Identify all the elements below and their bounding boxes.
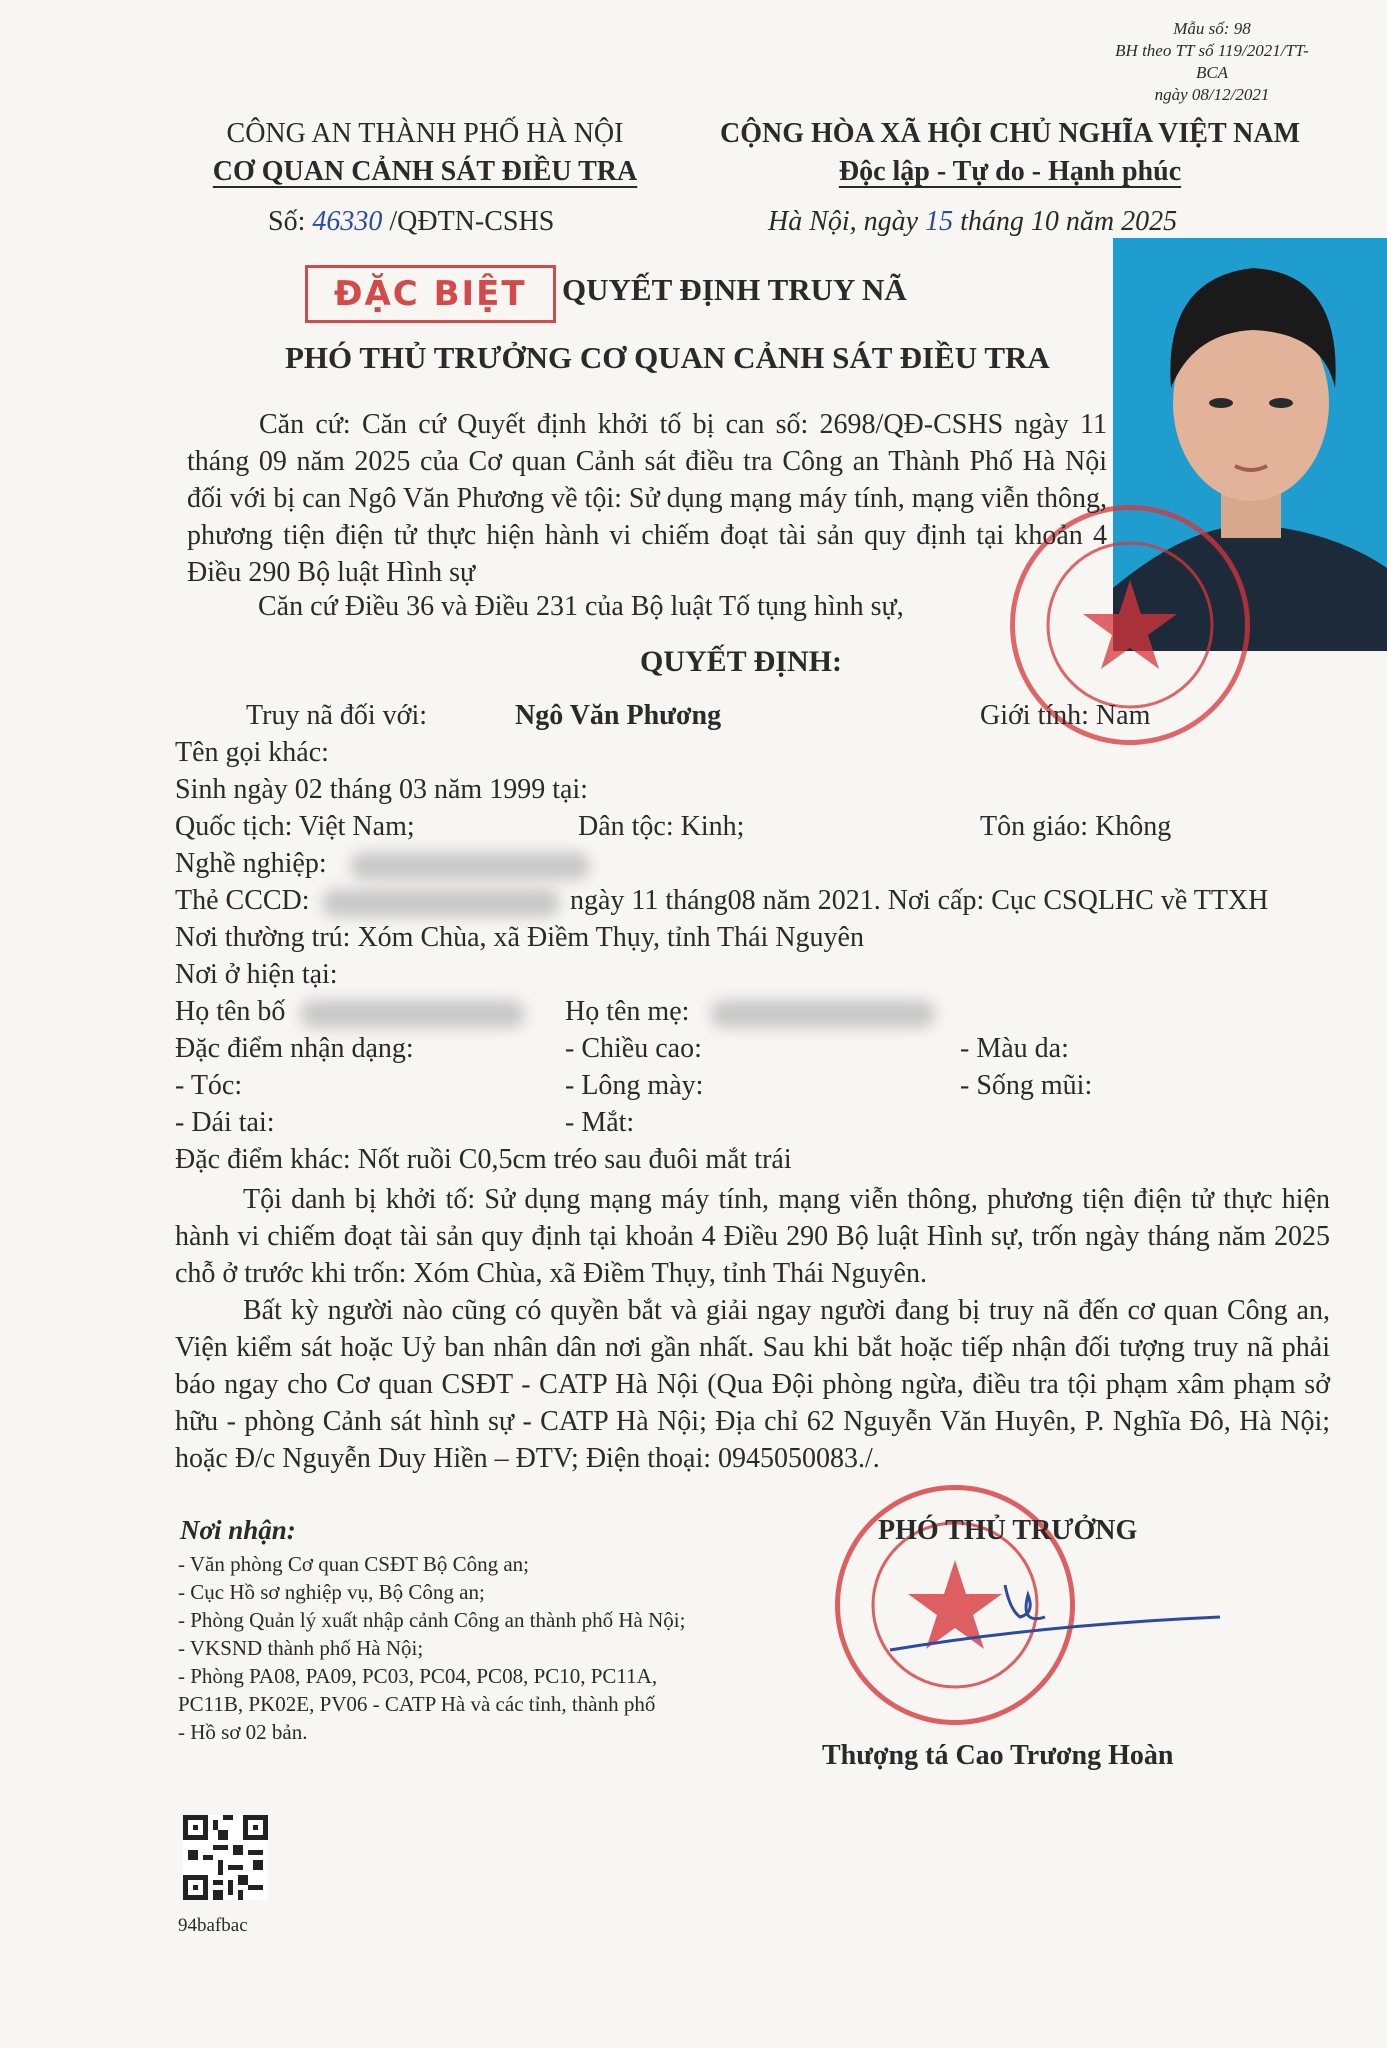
recipient-item: - Văn phòng Cơ quan CSĐT Bộ Công an; (178, 1552, 530, 1576)
header-right (690, 115, 1330, 191)
qr-code-icon (183, 1815, 268, 1900)
eyes: - Mắt: (565, 1107, 635, 1138)
qr-code-text: 94bafbac (178, 1915, 248, 1936)
recipient-item: - Cục Hồ sơ nghiệp vụ, Bộ Công an; (178, 1580, 485, 1604)
decision-title: QUYẾT ĐỊNH TRUY NÃ (562, 272, 907, 307)
birth-info: Sinh ngày 02 tháng 03 năm 1999 tại: (175, 774, 588, 805)
form-number-line2: BH theo TT số 119/2021/TT-BCA (1115, 41, 1309, 82)
date-day: 15 (925, 206, 954, 237)
handwritten-signature (860, 1555, 1230, 1655)
instructions-paragraph: Bất kỳ người nào cũng có quyền bắt và giải ngay người đang bị truy nã đến cơ quan Công an, Viện kiểm sát hoặc Uỷ ban nhân dân nơi gần nhất. Sau khi bắt hoặc tiếp nhận đối tượng truy nã phải báo ngay cho Cơ quan CSĐT - CATP Hà Nội (Qua Đội phòng ngừa, điều tra tội phạm xâm phạm sở hữu - phòng Cảnh sát hình sự - CATP Hà Nội; Địa chỉ 62 Nguyễn Văn Huyên, P. Nghĩa Đô, Hà Nội; hoặc Đ/c Nguyễn Duy Hiền – ĐTV; Điện thoại: 0945050083./. (175, 1295, 1330, 1474)
redacted-mother-name (710, 1000, 935, 1028)
form-number-line3: ngày 08/12/2021 (1154, 85, 1270, 104)
recipients-heading: Nơi nhận: (180, 1515, 296, 1545)
wanted-label: Truy nã đối với: (246, 700, 428, 731)
mother-name: Họ tên mẹ: (565, 996, 690, 1027)
number-prefix: Số: (268, 206, 306, 237)
permanent-residence: Nơi thường trú: Xóm Chùa, xã Điềm Thụy, tỉnh Thái Nguyên (175, 922, 864, 953)
form-number-line1: Mẫu số: 98 (1173, 19, 1251, 38)
nose-bridge: - Sống mũi: (960, 1070, 1093, 1101)
number-suffix: /QĐTN-CSHS (389, 206, 555, 237)
form-number (1102, 18, 1322, 106)
earlobe: - Dái tai: (175, 1107, 275, 1138)
department-name: CƠ QUAN CẢNH SÁT ĐIỀU TRA (212, 156, 638, 187)
nation-name: CỘNG HÒA XÃ HỘI CHỦ NGHĨA VIỆT NAM (719, 118, 1301, 149)
suspect-gender: Giới tính: Nam (980, 700, 1151, 731)
recipient-item: - Hồ sơ 02 bản. (178, 1720, 308, 1744)
redacted-father-name (300, 1000, 525, 1028)
occupation: Nghề nghiệp: (175, 848, 327, 879)
signer-name: Thượng tá Cao Trương Hoàn (822, 1740, 1174, 1771)
recipient-item: - VKSND thành phố Hà Nội; (178, 1636, 424, 1660)
date-prefix: Hà Nội, ngày (768, 206, 919, 237)
charges-paragraph: Tội danh bị khởi tố: Sử dụng mạng máy tính, mạng viễn thông, phương tiện điện tử thực hiện hành vi chiếm đoạt tài sản quy định tại khoản 4 Điều 290 Bộ luật Hình sự, trốn ngày tháng năm 2025 chỗ ở trước khi trốn: Xóm Chùa, xã Điềm Thụy, tỉnh Thái Nguyên. (175, 1184, 1330, 1289)
skin-color: - Màu da: (960, 1033, 1069, 1064)
special-stamp: ĐẶC BIỆT (305, 265, 556, 323)
recipient-item: - Phòng Quản lý xuất nhập cảnh Công an thành phố Hà Nội; (178, 1608, 686, 1632)
suspect-name: Ngô Văn Phương (515, 700, 722, 731)
nationality: Quốc tịch: Việt Nam; (175, 811, 415, 842)
alias: Tên gọi khác: (175, 737, 329, 768)
header-left (195, 115, 655, 191)
recipient-item: - Phòng PA08, PA09, PC03, PC04, PC08, PC10, PC11A, PC11B, PK02E, PV06 - CATP Hà và các tỉnh, thành phố (178, 1664, 658, 1716)
hair: - Tóc: (175, 1070, 243, 1101)
basis-paragraph-2: Căn cứ Điều 36 và Điều 231 của Bộ luật Tố tụng hình sự, (258, 591, 904, 622)
id-label: Thẻ CCCD: (175, 885, 310, 916)
signer-title: PHÓ THỦ TRƯỞNG (878, 1515, 1138, 1546)
eyebrows: - Lông mày: (565, 1070, 704, 1101)
date-rest: tháng 10 năm 2025 (960, 206, 1178, 237)
id-issue-info: ngày 11 tháng08 năm 2021. Nơi cấp: Cục CSQLHC về TTXH (570, 885, 1269, 916)
other-features: Đặc điểm khác: Nốt ruồi C0,5cm tréo sau đuôi mắt trái (175, 1144, 792, 1175)
current-residence: Nơi ở hiện tại: (175, 959, 338, 990)
document-date (768, 206, 1177, 238)
qr-code (183, 1815, 268, 1900)
recipients-list (178, 1550, 703, 1746)
identifying-features: Đặc điểm nhận dạng: (175, 1033, 414, 1064)
father-name: Họ tên bố (175, 996, 286, 1027)
agency-name: CÔNG AN THÀNH PHỐ HÀ NỘI (226, 118, 624, 149)
national-motto: Độc lập - Tự do - Hạnh phúc (838, 156, 1182, 187)
issuer-title: PHÓ THỦ TRƯỞNG CƠ QUAN CẢNH SÁT ĐIỀU TRA (285, 340, 1050, 375)
basis-paragraph-1: Căn cứ: Căn cứ Quyết định khởi tố bị can số: 2698/QĐ-CSHS ngày 11 tháng 09 năm 2025 của Cơ quan Cảnh sát điều tra Công an Thành Phố Hà Nội đối với bị can Ngô Văn Phương về tội: Sử dụng mạng máy tính, mạng viễn thông, phương tiện điện tử thực hiện hành vi chiếm đoạt tài sản quy định tại khoản 4 Điều 290 Bộ luật Hình sự (187, 409, 1107, 588)
number-handwritten: 46330 (312, 206, 383, 237)
religion: Tôn giáo: Không (980, 811, 1172, 842)
document-number (268, 206, 554, 238)
height: - Chiều cao: (565, 1033, 702, 1064)
ethnicity: Dân tộc: Kinh; (578, 811, 745, 842)
redacted-occupation (350, 852, 590, 880)
decision-heading: QUYẾT ĐỊNH: (640, 645, 842, 678)
redacted-id-number (322, 889, 560, 917)
